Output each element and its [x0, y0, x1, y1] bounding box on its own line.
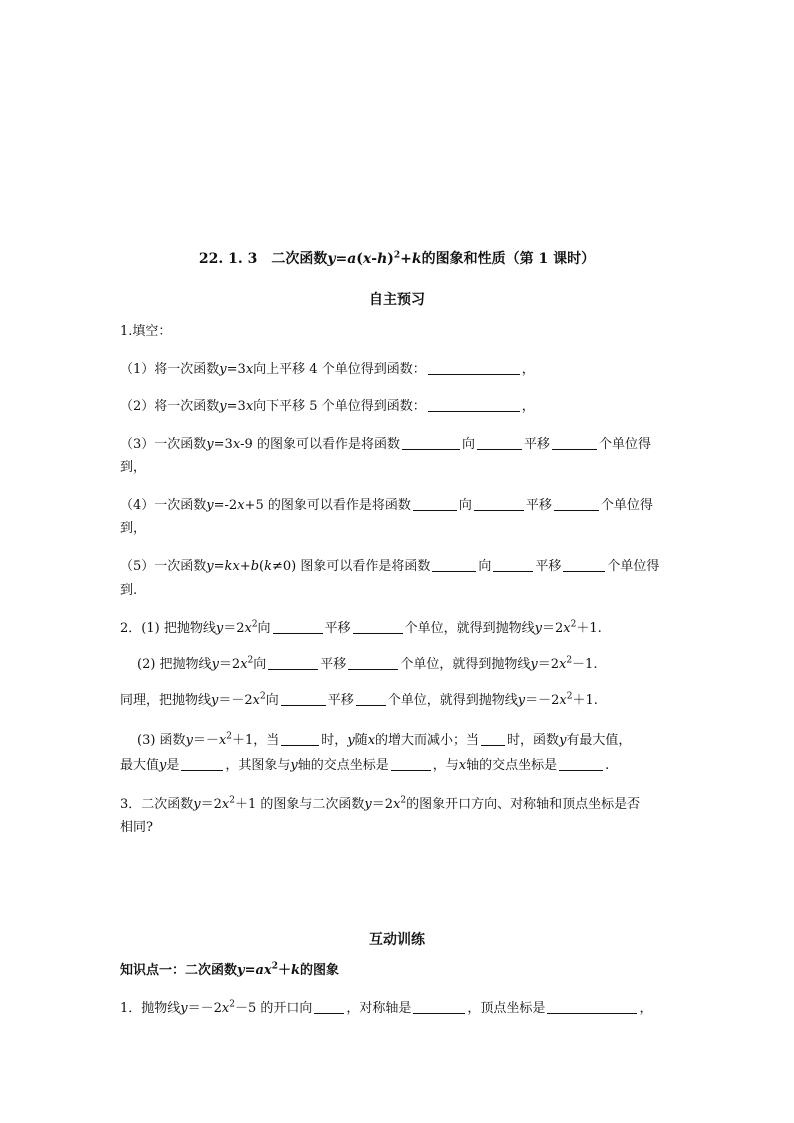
question-1-item-4-wrap: 到，	[120, 521, 147, 536]
question-1-item-1: （1）将一次函数y=3x向上平移 4 个单位得到函数： ，	[120, 362, 535, 377]
answer-blank[interactable]	[348, 657, 398, 670]
answer-blank[interactable]	[281, 733, 319, 746]
section-heading-self-study: 自主预习	[369, 292, 425, 308]
answer-blank[interactable]	[481, 733, 505, 746]
answer-blank[interactable]	[181, 758, 223, 771]
answer-blank[interactable]	[402, 437, 460, 450]
question-1-item-3-wrap: 到，	[120, 460, 147, 475]
document-title: 22. 1. 3 二次函数$y=a(x-h)^2+k$的图象和性质（第 1 课时）	[198, 250, 596, 267]
answer-blank[interactable]	[432, 559, 476, 572]
question-1-label: 1.填空：	[120, 324, 172, 339]
exercise-1: 1．抛物线$y=-2x^2-5$ 的开口向 ，对称轴是 ，顶点坐标是 ，	[120, 999, 653, 1016]
question-1-item-2: （2）将一次函数y=3x向下平移 5 个单位得到函数： ，	[120, 399, 535, 414]
question-1-item-4: （4）一次函数y=-2x+5 的图象可以看作是将函数 向 平移 个单位得	[120, 498, 653, 513]
answer-blank[interactable]	[554, 498, 599, 511]
answer-blank[interactable]	[428, 362, 520, 375]
question-3: 3．二次函数$y=2x^2+1$ 的图象与二次函数$y=2x^2$的图象开口方向、对称轴和顶点坐标是否	[120, 795, 641, 812]
answer-blank[interactable]	[428, 399, 520, 412]
answer-blank[interactable]	[353, 621, 403, 634]
question-2-part-3: (3) 函数$y=-x^2+1$，当 时，y随x的增大而减小；当 时，函数y有最大值，	[137, 731, 632, 748]
question-2-part-2: (2) 把抛物线$y=2x^2$向 平移 个单位，就得到抛物线$y=2x^2-1$.	[137, 655, 598, 672]
question-1-item-5: （5）一次函数y=kx+b(k≠0) 图象可以看作是将函数 向 平移 个单位得	[120, 559, 660, 574]
answer-blank[interactable]	[314, 1001, 344, 1014]
answer-blank[interactable]	[356, 693, 386, 706]
answer-blank[interactable]	[547, 1001, 637, 1014]
answer-blank[interactable]	[413, 1001, 465, 1014]
answer-blank[interactable]	[477, 437, 522, 450]
answer-blank[interactable]	[559, 758, 603, 771]
answer-blank[interactable]	[413, 498, 457, 511]
question-2-part-similar: 同理，把抛物线$y=-2x^2$向 平移 个单位，就得到抛物线$y=-2x^2+1$.	[120, 691, 598, 708]
answer-blank[interactable]	[281, 693, 326, 706]
question-1-item-3: （3）一次函数y=3x-9 的图象可以看作是将函数 向 平移 个单位得	[120, 437, 651, 452]
question-3-wrap: 相同?	[120, 820, 153, 835]
answer-blank[interactable]	[552, 437, 597, 450]
knowledge-point-1: 知识点一：二次函数$y=ax^2+k$的图象	[120, 961, 339, 978]
section-heading-interactive-practice: 互动训练	[369, 932, 425, 948]
answer-blank[interactable]	[493, 559, 533, 572]
question-2-part-1: 2．(1) 把抛物线$y=2x^2$向 平移 个单位，就得到抛物线$y=2x^2+1$.	[120, 619, 602, 636]
answer-blank[interactable]	[273, 621, 323, 634]
question-1-item-5-wrap: 到.	[120, 583, 138, 598]
answer-blank[interactable]	[563, 559, 605, 572]
question-2-part-3-wrap: 最大值y是 ，其图象与y轴的交点坐标是 ，与x轴的交点坐标是 .	[120, 758, 610, 773]
answer-blank[interactable]	[391, 758, 431, 771]
answer-blank[interactable]	[474, 498, 524, 511]
answer-blank[interactable]	[268, 657, 318, 670]
